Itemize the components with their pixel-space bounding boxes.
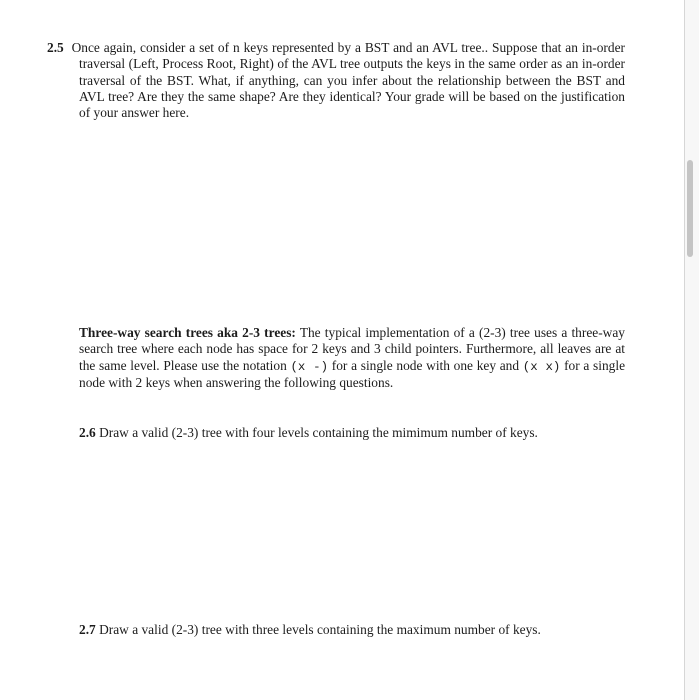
question-2-6 (79, 425, 625, 441)
question-text: Draw a valid (2-3) tree with four levels containing the mimimum number of keys. (99, 425, 538, 440)
question-number: 2.6 (79, 425, 96, 440)
question-2-5 (47, 40, 625, 121)
question-number: 2.5 (47, 40, 64, 55)
question-2-5-block (47, 40, 625, 121)
question-number: 2.7 (79, 622, 96, 637)
section-text-c: for a single node with 2 keys when answering the following questions. (79, 357, 626, 390)
question-text: Once again, consider a set of n keys represented by a BST and an AVL tree.. Suppose that an in-order traversal (Left, Process Root, Right) of the AVL tree outputs the keys in the same order as an in-order traversal of the BST. What, if anything, can you infer about the relationship between the BST and AVL tree? Are they the same shape? Are they identical? Your grade will be based on the justification of your answer here. (71, 40, 625, 121)
scrollbar-thumb[interactable] (687, 160, 693, 257)
section-2-3-trees-intro (79, 325, 625, 391)
question-text: Draw a valid (2-3) tree with three levels containing the maximum number of keys. (99, 622, 541, 637)
section-heading: Three-way search trees aka 2-3 trees: (79, 325, 296, 340)
section-text-a: The typical implementation of a (2-3) tree uses a three-way search tree where each node has space for 2 keys and 3 child pointers. Furthermore, all leaves are at the same level. Please use the notation (79, 325, 625, 373)
scrollbar-track[interactable] (685, 0, 699, 700)
question-2-7 (79, 622, 625, 638)
section-text-b: for a single node with one key and (331, 357, 520, 373)
notation-single-key: (x -) (290, 359, 329, 374)
notation-two-keys: (x x) (522, 359, 561, 374)
